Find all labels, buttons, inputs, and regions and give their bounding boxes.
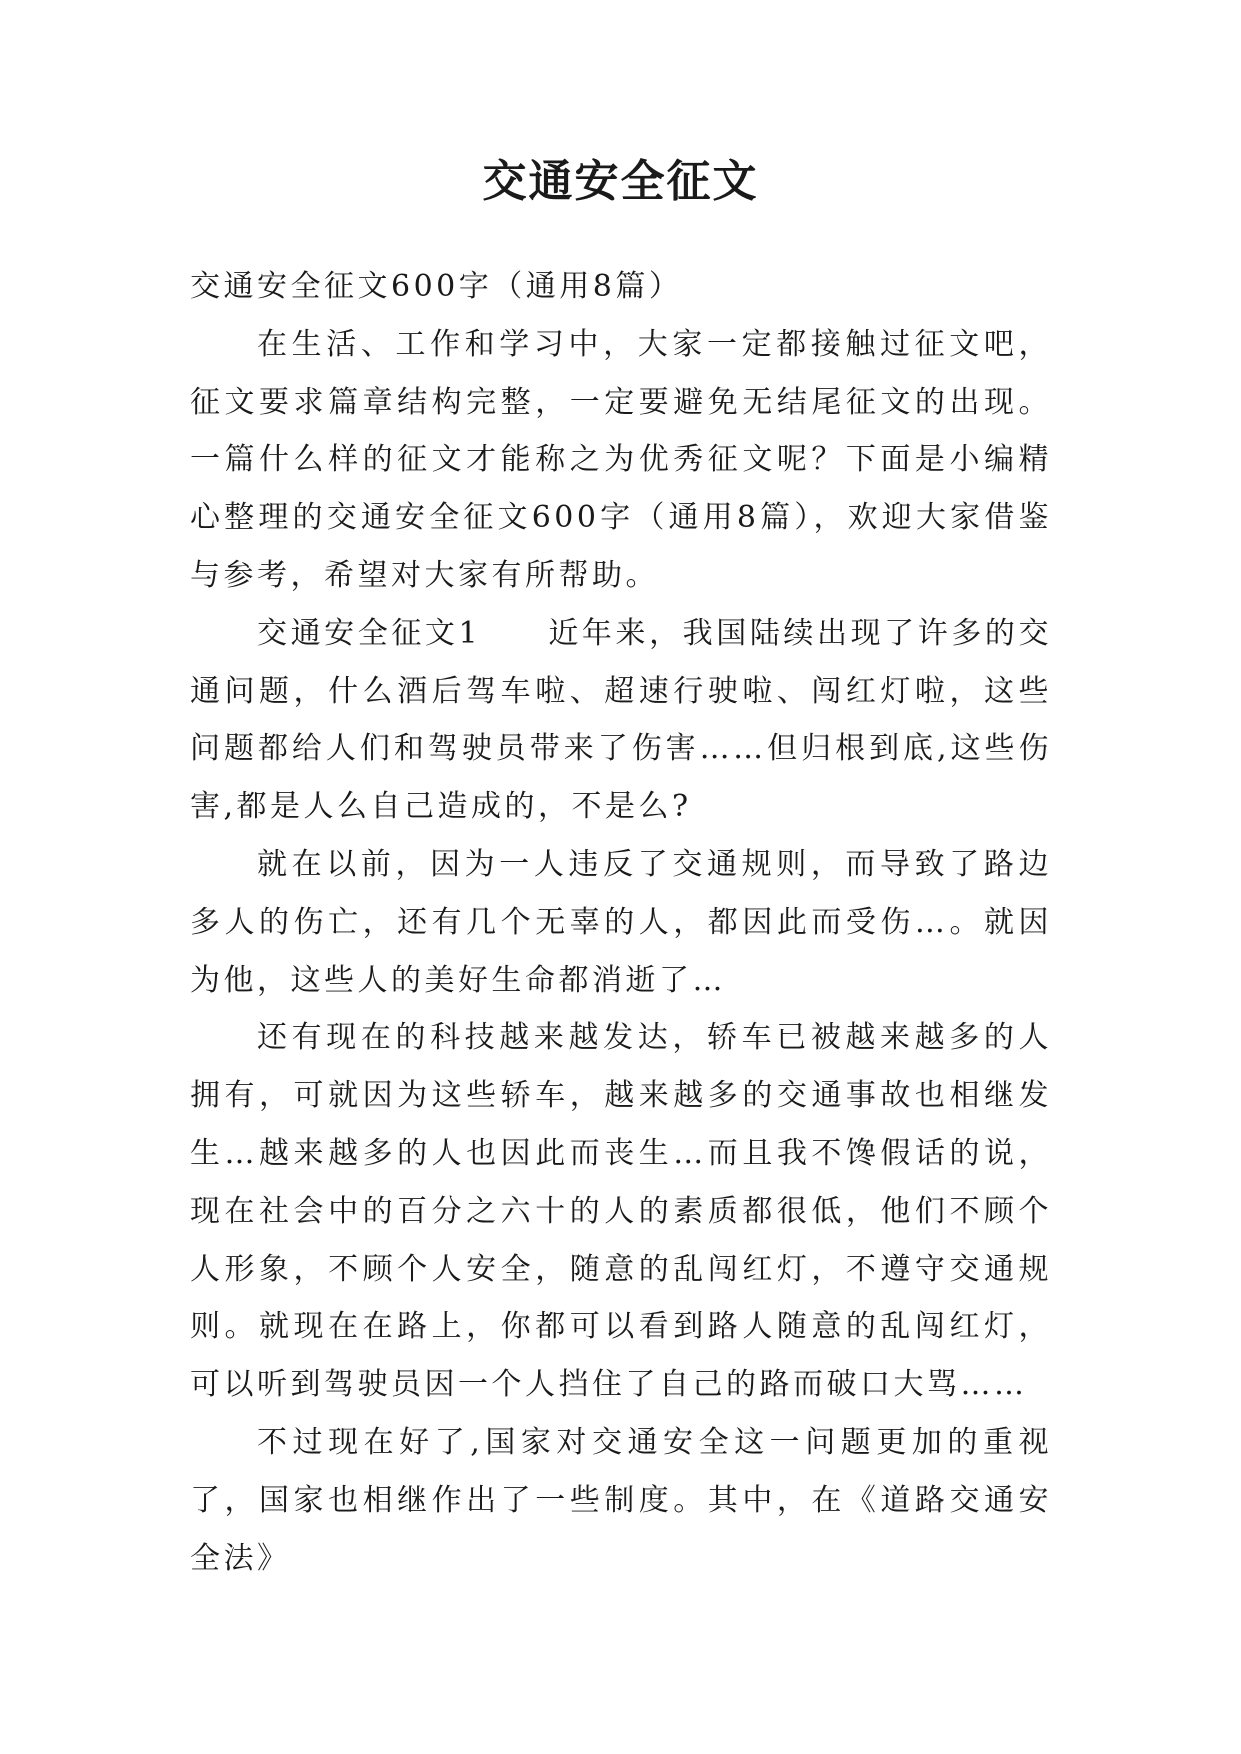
document-subtitle: 交通安全征文600字（通用8篇） (190, 269, 683, 304)
intro-paragraph: 在生活、工作和学习中，大家一定都接触过征文吧，征文要求篇章结构完整，一定要避免无结尾征文的出现。一篇什么样的征文才能称之为优秀征文呢？下面是小编精心整理的交通安全征文600字（通用8篇），欢迎大家借鉴与参考，希望对大家有所帮助。 (190, 326, 1052, 593)
document-body (190, 258, 1052, 1587)
essay-1-paragraph-2: 就在以前，因为一人违反了交通规则，而导致了路边多人的伤亡，还有几个无辜的人，都因此而受伤…。就因为他，这些人的美好生命都消逝了… (190, 846, 1052, 998)
essay-1-paragraph-3: 还有现在的科技越来越发达，轿车已被越来越多的人拥有，可就因为这些轿车，越来越多的交通事故也相继发生…越来越多的人也因此而丧生…而且我不馋假话的说，现在社会中的百分之六十的人的素质都很低，他们不顾个人形象，不顾个人安全，随意的乱闯红灯，不遵守交通规则。就现在在路上，你都可以看到路人随意的乱闯红灯，可以听到驾驶员因一个人挡住了自己的路而破口大骂…… (190, 1020, 1052, 1403)
essay-1-paragraph-1: 交通安全征文1 近年来，我国陆续出现了许多的交通问题，什么酒后驾车啦、超速行驶啦、闯红灯啦，这些问题都给人们和驾驶员带来了伤害……但归根到底,这些伤害,都是人么自己造成的，不是么? (190, 615, 1052, 825)
document-title: 交通安全征文 (482, 156, 759, 207)
essay-1-paragraph-4: 不过现在好了,国家对交通安全这一问题更加的重视了，国家也相继作出了一些制度。其中，在《道路交通安全法》 (190, 1424, 1052, 1576)
